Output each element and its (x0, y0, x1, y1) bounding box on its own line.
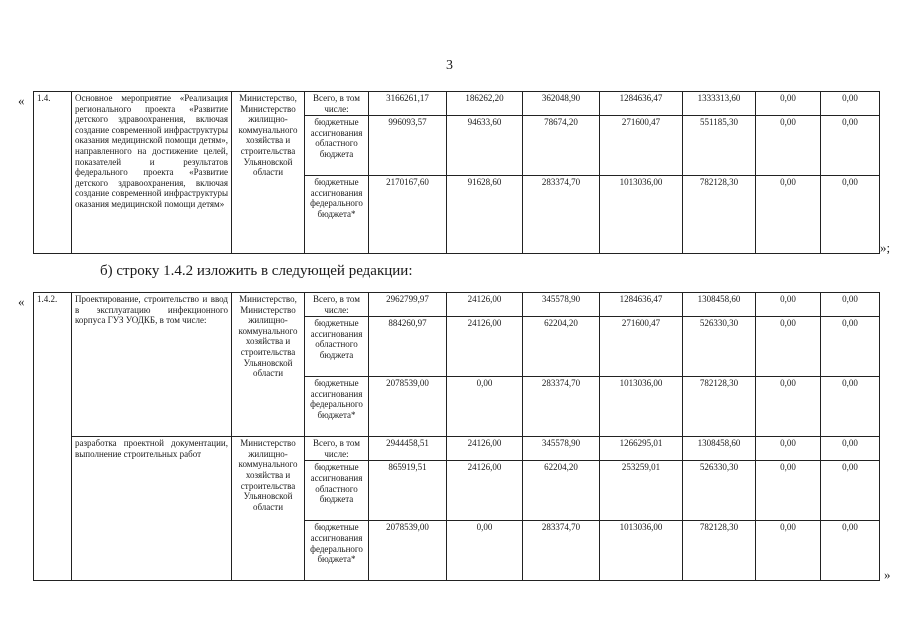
cell-value: 2962799,97 (369, 293, 447, 317)
cell-value: 0,00 (756, 92, 821, 116)
cell-value: 24126,00 (447, 317, 523, 377)
funding-source: Всего, в том числе: (305, 437, 369, 461)
cell-value: 0,00 (821, 116, 880, 176)
cell-value: 345578,90 (523, 293, 600, 317)
cell-value: 526330,30 (683, 317, 756, 377)
cell-value: 782128,30 (683, 176, 756, 254)
cell-value: 271600,47 (600, 116, 683, 176)
cell-value: 91628,60 (447, 176, 523, 254)
closing-quote: »; (880, 240, 891, 255)
cell-value: 0,00 (756, 176, 821, 254)
cell-value: 24126,00 (447, 293, 523, 317)
row-executor: Министерство, Министерство жилищно-коммунального хозяйства и строительства Ульяновской области (232, 293, 305, 437)
cell-value: 0,00 (821, 293, 880, 317)
cell-value: 0,00 (756, 317, 821, 377)
cell-value: 1013036,00 (600, 176, 683, 254)
cell-value: 0,00 (821, 176, 880, 254)
cell-value: 94633,60 (447, 116, 523, 176)
cell-value: 24126,00 (447, 461, 523, 521)
cell-value: 283374,70 (523, 176, 600, 254)
cell-value: 551185,30 (683, 116, 756, 176)
row-executor: Министерство, Министерство жилищно-коммунального хозяйства и строительства Ульяновской области (232, 92, 305, 254)
cell-value: 2078539,00 (369, 377, 447, 437)
cell-value: 782128,30 (683, 377, 756, 437)
cell-value: 0,00 (447, 377, 523, 437)
funding-source: бюджетные ассигнования областного бюджета (305, 116, 369, 176)
cell-value: 0,00 (756, 116, 821, 176)
funding-source: бюджетные ассигнования федерального бюджета* (305, 377, 369, 437)
funding-source: бюджетные ассигнования областного бюджета (305, 461, 369, 521)
cell-value: 0,00 (756, 461, 821, 521)
row-code: 1.4. (34, 92, 72, 254)
funding-source: бюджетные ассигнования областного бюджета (305, 317, 369, 377)
cell-value: 24126,00 (447, 437, 523, 461)
cell-value: 62204,20 (523, 461, 600, 521)
row-name: Проектирование, строительство и ввод в эксплуатацию инфекционного корпуса ГУЗ УОДКБ, в том числе: (72, 293, 232, 437)
cell-value: 1284636,47 (600, 293, 683, 317)
cell-value: 283374,70 (523, 377, 600, 437)
cell-value: 0,00 (821, 92, 880, 116)
table-row-1-4 (33, 91, 880, 254)
cell-value: 0,00 (821, 377, 880, 437)
cell-value: 186262,20 (447, 92, 523, 116)
funding-source: бюджетные ассигнования федерального бюджета* (305, 521, 369, 581)
cell-value: 78674,20 (523, 116, 600, 176)
cell-value: 1266295,01 (600, 437, 683, 461)
table-row (34, 437, 880, 461)
opening-quote: « (18, 294, 25, 309)
cell-value: 0,00 (756, 377, 821, 437)
table-row (34, 293, 880, 317)
cell-value: 884260,97 (369, 317, 447, 377)
cell-value: 0,00 (821, 317, 880, 377)
row-code: 1.4.2. (34, 293, 72, 581)
cell-value: 2170167,60 (369, 176, 447, 254)
cell-value: 0,00 (821, 437, 880, 461)
cell-value: 1333313,60 (683, 92, 756, 116)
funding-source: Всего, в том числе: (305, 92, 369, 116)
closing-quote: » (884, 567, 891, 582)
cell-value: 0,00 (756, 437, 821, 461)
cell-value: 0,00 (756, 521, 821, 581)
subrow-name: разработка проектной документации, выполнение строительных работ (72, 437, 232, 581)
cell-value: 2944458,51 (369, 437, 447, 461)
cell-value: 3166261,17 (369, 92, 447, 116)
cell-value: 62204,20 (523, 317, 600, 377)
cell-value: 1013036,00 (600, 377, 683, 437)
cell-value: 0,00 (756, 293, 821, 317)
cell-value: 345578,90 (523, 437, 600, 461)
cell-value: 526330,30 (683, 461, 756, 521)
cell-value: 2078539,00 (369, 521, 447, 581)
cell-value: 1308458,60 (683, 293, 756, 317)
subrow-executor: Министерство жилищно-коммунального хозяйства и строительства Ульяновской области (232, 437, 305, 581)
section-heading: б) строку 1.4.2 изложить в следующей редакции: (100, 263, 413, 279)
cell-value: 253259,01 (600, 461, 683, 521)
cell-value: 0,00 (821, 521, 880, 581)
table-row-1-4-2 (33, 292, 880, 581)
cell-value: 1308458,60 (683, 437, 756, 461)
opening-quote: « (18, 93, 25, 108)
cell-value: 271600,47 (600, 317, 683, 377)
row-name: Основное мероприятие «Реализация регионального проекта «Развитие детского здравоохранения, включая создание современной инфраструктуры оказания медицинской помощи детям», направленного на достижение целей, показателей и результатов федерального проекта «Развитие детского здравоохранения, включая создание современной инфраструктуры оказания медицинской помощи детям» (72, 92, 232, 254)
cell-value: 996093,57 (369, 116, 447, 176)
cell-value: 865919,51 (369, 461, 447, 521)
cell-value: 782128,30 (683, 521, 756, 581)
cell-value: 1013036,00 (600, 521, 683, 581)
page-number: 3 (446, 58, 453, 73)
cell-value: 0,00 (821, 461, 880, 521)
funding-source: бюджетные ассигнования федерального бюджета* (305, 176, 369, 254)
funding-source: Всего, в том числе: (305, 293, 369, 317)
cell-value: 1284636,47 (600, 92, 683, 116)
cell-value: 362048,90 (523, 92, 600, 116)
cell-value: 283374,70 (523, 521, 600, 581)
cell-value: 0,00 (447, 521, 523, 581)
table-row (34, 92, 880, 116)
